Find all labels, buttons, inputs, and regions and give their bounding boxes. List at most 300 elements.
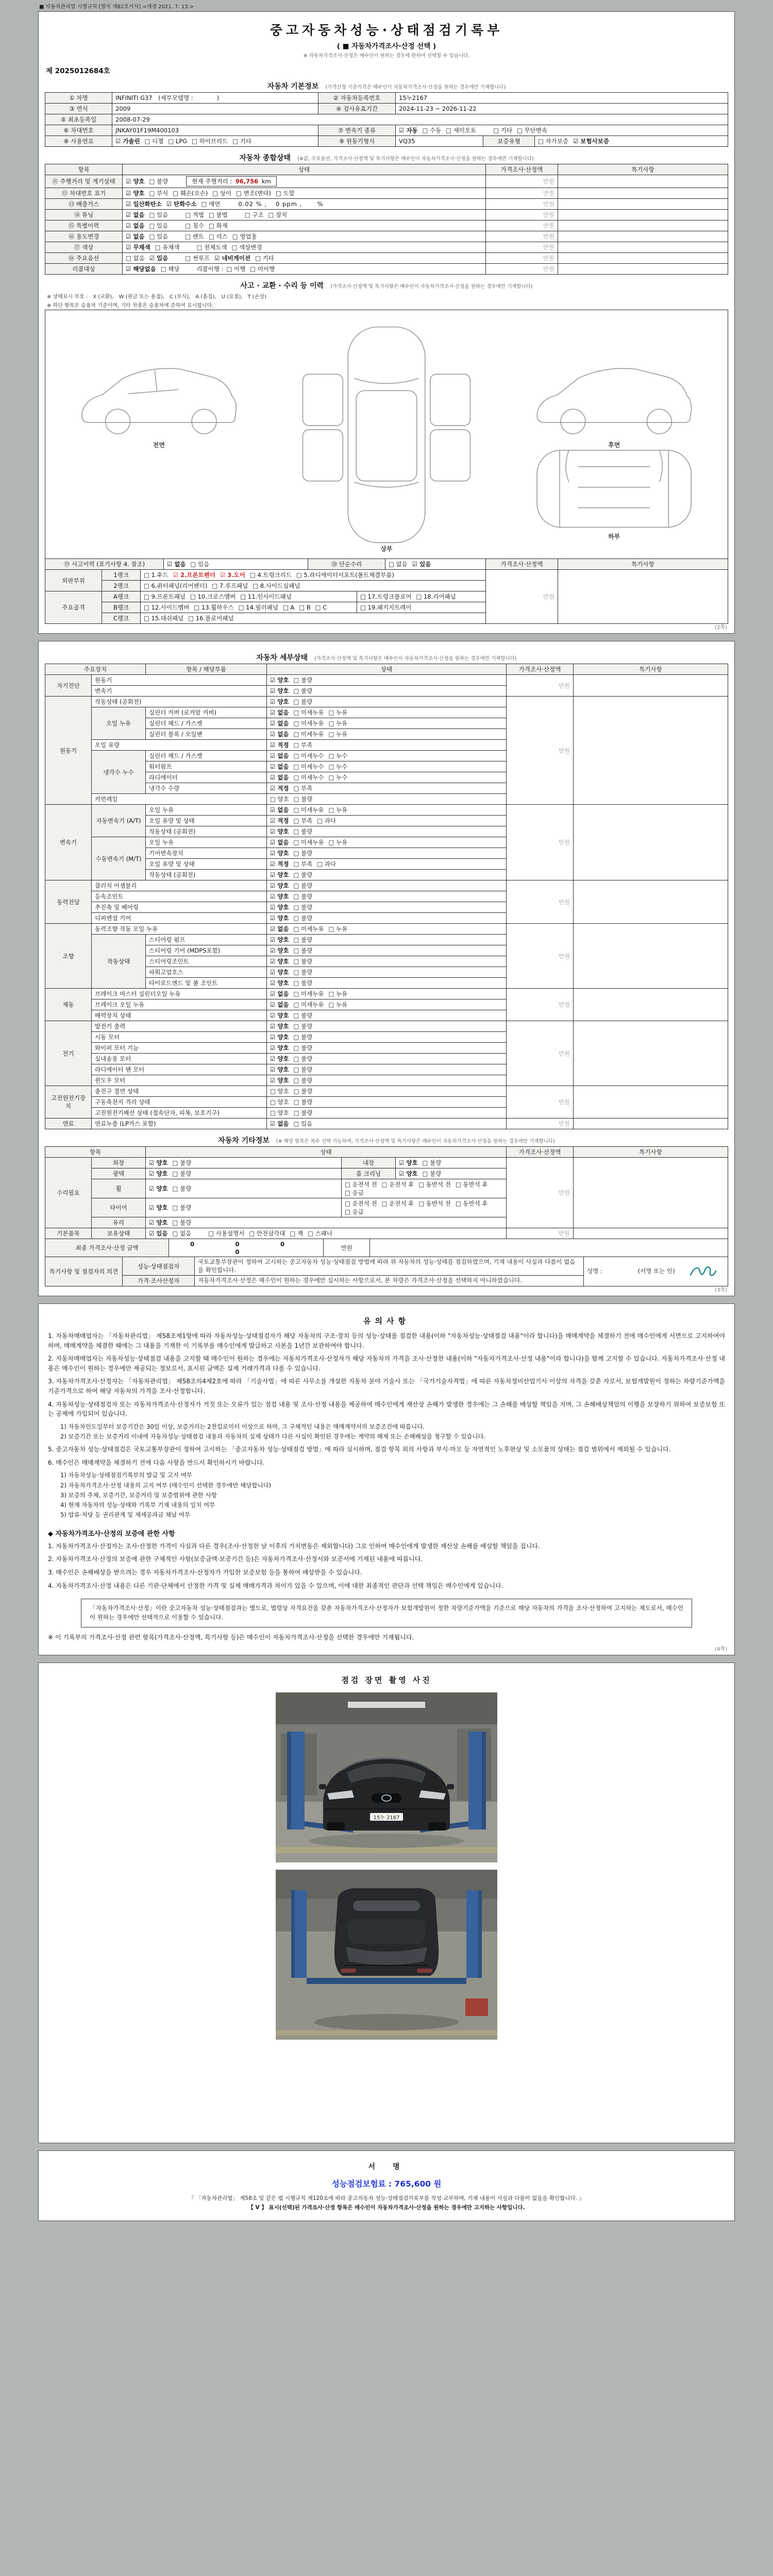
checkbox-불량[interactable]: □ 불량 <box>293 676 313 684</box>
checkbox-불량[interactable]: □ 불량 <box>293 1066 313 1073</box>
value-cell: 브레이크 오일 누유 <box>92 999 267 1010</box>
checkbox-하이브리드[interactable]: □ 하이브리드 <box>192 138 228 145</box>
checkbox-기타[interactable]: □ 기타 <box>232 138 251 145</box>
checkbox-불량[interactable]: □ 불량 <box>172 1204 192 1211</box>
checkbox-적정[interactable]: ☑ 적정 <box>270 785 289 792</box>
value-cell: 2024-11-23 ~ 2026-11-22 <box>396 104 728 114</box>
checkbox-운전석 전[interactable]: □ 운전석 전 <box>345 1200 377 1207</box>
checkbox-전체도색[interactable]: □ 전체도색 <box>196 244 227 251</box>
checkbox-누유[interactable]: □ 누유 <box>328 839 348 846</box>
checkbox-양호[interactable]: ☑ 양호 <box>270 1066 289 1073</box>
checkbox-있음[interactable]: ☑ 있음 <box>412 561 431 568</box>
inspector-opinion-table <box>45 1257 728 1286</box>
checkbox-B[interactable]: □ B <box>299 604 311 611</box>
checkbox-3.도어[interactable]: ☑ 3.도어 <box>220 571 245 579</box>
value-cell: 스티어링 펌프 <box>146 935 267 945</box>
checkbox-양호[interactable]: ☑ 양호 <box>270 687 289 694</box>
checkbox-양호[interactable]: □ 양호 <box>270 1109 289 1116</box>
checkbox-있음[interactable]: □ 있음 <box>149 211 169 218</box>
checkbox-불량[interactable]: □ 불량 <box>293 979 313 987</box>
checkbox-동반석 전[interactable]: □ 동반석 전 <box>418 1200 451 1207</box>
value-cell: 라디에이터 <box>146 772 267 783</box>
checkbox-기타[interactable]: □ 기타 <box>255 255 274 262</box>
checkbox-있음[interactable]: ☑ 있음 <box>149 255 169 262</box>
value-cell <box>141 581 486 591</box>
value-cell: 만원 <box>486 264 558 275</box>
checkbox-불량[interactable]: □ 불량 <box>293 893 313 900</box>
checkbox-적정[interactable]: ☑ 적정 <box>270 741 289 749</box>
checkbox-양호[interactable]: ☑ 양호 <box>270 850 289 857</box>
checkbox-양호[interactable]: ☑ 양호 <box>126 178 145 185</box>
checkbox-LPG[interactable]: □ LPG <box>168 138 188 145</box>
checkbox-양호[interactable]: □ 양호 <box>270 1088 289 1095</box>
table-row <box>45 188 728 199</box>
checkbox-10.크로스멤버[interactable]: □ 10.크로스멤버 <box>190 593 236 600</box>
checkbox-운전석 전[interactable]: □ 운전석 전 <box>345 1181 377 1188</box>
checkbox-누유[interactable]: □ 누유 <box>328 925 348 933</box>
checkbox-group <box>149 1170 196 1177</box>
checkbox-스패너[interactable]: □ 스패너 <box>308 1230 332 1237</box>
value-cell: 만원 <box>507 1228 574 1239</box>
checkbox-15.대쉬패널[interactable]: □ 15.대쉬패널 <box>144 615 184 622</box>
checkbox-있음[interactable]: □ 있음 <box>293 1120 313 1127</box>
checkbox-도말[interactable]: □ 도말 <box>275 190 295 197</box>
checkbox-group <box>270 709 352 716</box>
checkbox-적정[interactable]: ☑ 적정 <box>270 860 289 868</box>
checkbox-양호[interactable]: ☑ 양호 <box>270 1044 289 1052</box>
checkbox-불량[interactable]: □ 불량 <box>293 947 313 954</box>
checkbox-양호[interactable]: ☑ 양호 <box>149 1204 168 1211</box>
checkbox-12.사이드멤버[interactable]: □ 12.사이드멤버 <box>144 604 190 611</box>
checkbox-group <box>270 839 352 846</box>
section-misc <box>45 1135 728 1145</box>
checkbox-양호[interactable]: ☑ 양호 <box>270 676 289 684</box>
checkbox-미세누수[interactable]: □ 미세누수 <box>293 763 324 770</box>
checkbox-group <box>270 763 352 770</box>
premium-value: 765,600 원 <box>394 2179 442 2189</box>
table-row <box>45 570 728 581</box>
checkbox-A[interactable]: □ A <box>282 604 295 611</box>
checkbox-양호[interactable]: ☑ 양호 <box>270 828 289 835</box>
checkbox-영업용[interactable]: □ 영업용 <box>232 233 257 240</box>
value-cell: VQ35 <box>396 136 483 147</box>
section-overall <box>45 152 728 163</box>
checkbox-group <box>270 936 317 943</box>
checkbox-불량[interactable]: □ 불량 <box>293 1098 313 1106</box>
checkbox-적정[interactable]: ☑ 적정 <box>270 817 289 824</box>
checkbox-양호[interactable]: ☑ 양호 <box>270 914 289 922</box>
checkbox-불량[interactable]: □ 불량 <box>293 795 313 803</box>
checkbox-group <box>144 582 305 589</box>
label-cell: 특기사항 및 점검자의 의견 <box>45 1257 123 1286</box>
value-cell <box>574 1021 728 1086</box>
checkbox-양호[interactable]: ☑ 양호 <box>270 882 289 889</box>
checkbox-훼손(오손)[interactable]: □ 훼손(오손) <box>173 190 208 197</box>
table-row <box>45 1239 728 1257</box>
value-cell: 디퍼렌셜 기어 <box>92 913 267 924</box>
checkbox-누수[interactable]: □ 누수 <box>328 763 348 770</box>
value-cell: 만원 <box>507 880 574 924</box>
checkbox-양호[interactable]: ☑ 양호 <box>149 1219 168 1226</box>
checkbox-양호[interactable]: ☑ 양호 <box>270 1023 289 1030</box>
checkbox-6.쿼터패널(리어펜더)[interactable]: □ 6.쿼터패널(리어펜더) <box>144 582 208 589</box>
checkbox-보험사보증[interactable]: ☑ 보험사보증 <box>573 138 609 145</box>
checkbox-없음[interactable]: ☑ 없음 <box>270 839 289 846</box>
checkbox-불량[interactable]: □ 불량 <box>293 1023 313 1030</box>
label-cell: 외판부위 <box>45 570 102 591</box>
checkbox-사용설명서[interactable]: □ 사용설명서 <box>208 1230 245 1237</box>
value-cell <box>357 602 486 613</box>
value-cell: 실린더 블록 / 오일팬 <box>146 729 267 740</box>
checkbox-동반석 후[interactable]: □ 동반석 후 <box>455 1181 488 1188</box>
checkbox-잭[interactable]: □ 잭 <box>290 1230 304 1237</box>
checkbox-양호[interactable]: ☑ 양호 <box>149 1159 168 1166</box>
checkbox-없음[interactable]: ☑ 없음 <box>270 709 289 716</box>
checkbox-11.인사이드패널[interactable]: □ 11.인사이드패널 <box>240 593 292 600</box>
checkbox-18.리어패널[interactable]: □ 18.리어패널 <box>416 593 456 600</box>
checkbox-14.필러패널[interactable]: □ 14.필러패널 <box>238 604 278 611</box>
checkbox-미세누유[interactable]: □ 미세누유 <box>293 720 324 727</box>
checkbox-미세누유[interactable]: □ 미세누유 <box>293 839 324 846</box>
value-cell <box>267 1064 507 1075</box>
table-row <box>45 697 728 707</box>
value-cell <box>267 1086 507 1097</box>
checkbox-수동[interactable]: □ 수동 <box>422 127 442 134</box>
checkbox-불량[interactable]: □ 불량 <box>293 1012 313 1019</box>
license-plate-text: 15누 2167 <box>373 1815 400 1821</box>
checkbox-불량[interactable]: □ 불량 <box>293 936 313 943</box>
table-row <box>45 104 728 114</box>
label-cell: ③ 연식 <box>45 104 112 114</box>
checkbox-유채색[interactable]: □ 유채색 <box>155 244 180 251</box>
value-cell <box>267 1097 507 1108</box>
checkbox-침수[interactable]: □ 침수 <box>185 222 205 229</box>
value-cell <box>267 935 507 945</box>
label-cell: 타이어 <box>92 1198 146 1217</box>
checkbox-운전석 후[interactable]: □ 운전석 후 <box>381 1181 414 1188</box>
value-cell: 실내송풍 모터 <box>92 1054 267 1064</box>
label-cell: 동력전달 <box>45 880 92 924</box>
checkbox-양호[interactable]: ☑ 양호 <box>270 904 289 911</box>
checkbox-불량[interactable]: □ 불량 <box>172 1159 192 1166</box>
checkbox-불량[interactable]: □ 불량 <box>293 1033 313 1041</box>
checkbox-가솔린[interactable]: ☑ 가솔린 <box>115 138 140 145</box>
checkbox-해당[interactable]: □ 해당 <box>160 265 180 273</box>
checkbox-있음[interactable]: □ 있음 <box>149 222 169 229</box>
checkbox-무단변속[interactable]: □ 무단변속 <box>517 127 547 134</box>
checkbox-양호[interactable]: ☑ 양호 <box>270 1077 289 1084</box>
checkbox-불량[interactable]: □ 불량 <box>172 1170 192 1177</box>
checkbox-동반석 후[interactable]: □ 동반석 후 <box>455 1200 488 1207</box>
label-cell: C랭크 <box>102 613 141 624</box>
checkbox-양호[interactable]: ☑ 양호 <box>270 871 289 878</box>
checkbox-불량[interactable]: □ 불량 <box>293 958 313 965</box>
checkbox-양호[interactable]: ☑ 양호 <box>270 1055 289 1062</box>
checkbox-group <box>144 593 296 600</box>
checkbox-무채색[interactable]: ☑ 무채색 <box>126 244 150 251</box>
checkbox-미세누수[interactable]: □ 미세누수 <box>293 774 324 781</box>
checkbox-누유[interactable]: □ 누유 <box>328 720 348 727</box>
checkbox-과다[interactable]: □ 과다 <box>317 817 337 824</box>
value-cell: 성명 : (서명 또는 인) <box>584 1257 728 1286</box>
checkbox-양호[interactable]: □ 양호 <box>270 1098 289 1106</box>
checkbox-장치[interactable]: □ 장치 <box>268 211 288 218</box>
checkbox-양호[interactable]: ☑ 양호 <box>270 698 289 705</box>
checkbox-없음[interactable]: □ 없음 <box>172 1230 192 1237</box>
value-cell <box>574 1118 728 1129</box>
checkbox-9.프론트패널[interactable]: □ 9.프론트패널 <box>144 593 186 600</box>
checkbox-양호[interactable]: ☑ 양호 <box>270 958 289 965</box>
checkbox-없음[interactable]: ☑ 없음 <box>126 211 145 218</box>
checkbox-양호[interactable]: ☑ 양호 <box>270 1033 289 1041</box>
checkbox-양호[interactable]: ☑ 양호 <box>270 893 289 900</box>
value-cell <box>267 1043 507 1054</box>
checkbox-미세누유[interactable]: □ 미세누유 <box>293 806 324 814</box>
checkbox-불량[interactable]: □ 불량 <box>293 1044 313 1052</box>
notice-item: 6. 매수인은 매매계약을 체결하기 전에 다음 사항을 반드시 확인하시기 바랍니다. <box>48 1459 265 1466</box>
label-cell: ① 차명 <box>45 93 112 104</box>
checkbox-리스[interactable]: □ 리스 <box>209 233 228 240</box>
checkbox-1.후드[interactable]: □ 1.후드 <box>144 571 169 579</box>
checkbox-양호[interactable]: ☑ 양호 <box>399 1170 418 1177</box>
value-cell: 오일 유량 <box>92 740 267 751</box>
checkbox-19.패키지트레이[interactable]: □ 19.패키지트레이 <box>360 604 412 611</box>
checkbox-불량[interactable]: □ 불량 <box>293 1077 313 1084</box>
checkbox-있음[interactable]: ☑ 있음 <box>149 1230 168 1237</box>
checkbox-불량[interactable]: □ 불량 <box>293 687 313 694</box>
table-row <box>45 93 728 104</box>
checkbox-없음[interactable]: ☑ 없음 <box>126 233 145 240</box>
checkbox-없음[interactable]: ☑ 없음 <box>270 731 289 738</box>
value-cell <box>267 1108 507 1118</box>
checkbox-탄화수소[interactable]: ☑ 탄화수소 <box>166 200 197 208</box>
checkbox-5.라디에이터서포트(볼트체결부품)[interactable]: □ 5.라디에이터서포트(볼트체결부품) <box>296 571 394 579</box>
checkbox-7.루프패널[interactable]: □ 7.루프패널 <box>212 582 248 589</box>
checkbox-없음[interactable]: ☑ 없음 <box>270 990 289 997</box>
notice-item: ◆ 자동차가격조사·산정의 보증에 관한 사항 <box>48 1530 175 1538</box>
checkbox-부족[interactable]: □ 부족 <box>293 860 313 868</box>
checkbox-누유[interactable]: □ 누유 <box>328 731 348 738</box>
checkbox-부족[interactable]: □ 부족 <box>293 817 313 824</box>
checkbox-매연[interactable]: □ 매연 <box>201 200 221 208</box>
checkbox-렌트[interactable]: □ 렌트 <box>185 233 205 240</box>
checkbox-변조(변타)[interactable]: □ 변조(변타) <box>236 190 271 197</box>
notice-item: 1) 자동차인도일부터 보증기간은 30일 이상, 보증거리는 2천킬로미터 이상으로 하며, 그 구체적인 내용은 매매계약서의 보증조건에 따릅니다. <box>60 1422 425 1430</box>
checkbox-불량[interactable]: □ 불량 <box>293 904 313 911</box>
label-cell: 항목 / 해당부품 <box>146 664 267 675</box>
checkbox-불량[interactable]: □ 불량 <box>293 1055 313 1062</box>
checkbox-양호[interactable]: ☑ 양호 <box>270 979 289 987</box>
value-cell <box>267 924 507 935</box>
checkbox-세미오토[interactable]: □ 세미오토 <box>446 127 477 134</box>
value-cell <box>146 1179 342 1198</box>
checkbox-부족[interactable]: □ 부족 <box>293 785 313 792</box>
checkbox-양호[interactable]: ☑ 양호 <box>270 936 289 943</box>
checkbox-불량[interactable]: □ 불량 <box>293 850 313 857</box>
checkbox-미세누유[interactable]: □ 미세누유 <box>293 990 324 997</box>
checkbox-불량[interactable]: □ 불량 <box>293 1109 313 1116</box>
checkbox-누유[interactable]: □ 누유 <box>328 990 348 997</box>
checkbox-있음[interactable]: □ 있음 <box>149 233 169 240</box>
legal-footer-line: 『 「자동차관리법」 제58조 및 같은 법 시행규칙 제120조에 따라 중고자동차 성능·상태점검기록부를 작성·교부하며, 기재 내용이 사실과 다름이 없음을 확인합니다. 』 <box>189 2195 584 2202</box>
checkbox-양호[interactable]: ☑ 양호 <box>126 190 145 197</box>
label-cell: ⑮ 특별이력 <box>45 221 123 231</box>
checkbox-group <box>270 990 352 997</box>
checkbox-불량[interactable]: □ 불량 <box>293 969 313 976</box>
notice-item: 「자동차가격조사·산정」이란 중고자동차 성능·상태점검과는 별도로, 법령상 자격요건을 갖춘 자동차가격조사·산정자가 보험개발원이 정한 차량기준가액을 기준으로 해당 자동차의 가격을 조사·산정하여 고지하는 제도로서, 매수인이 원하는 경우에만 선택적으로 이용할 수 있습니다. <box>81 1599 692 1628</box>
label-cell: 내장 <box>342 1158 396 1168</box>
table-row <box>45 880 728 891</box>
checkbox-없음[interactable]: ☑ 없음 <box>126 222 145 229</box>
checkbox-group <box>144 571 399 579</box>
checkbox-없음[interactable]: ☑ 없음 <box>167 561 186 568</box>
checkbox-구조[interactable]: □ 구조 <box>244 211 264 218</box>
checkbox-색상변경[interactable]: □ 색상변경 <box>231 244 262 251</box>
checkbox-누수[interactable]: □ 누수 <box>328 752 348 759</box>
checkbox-17.트렁크플로어[interactable]: □ 17.트렁크플로어 <box>360 593 412 600</box>
document-subtitle: ( ■ 자동차가격조사·산정 선택 ) <box>337 42 436 50</box>
value-cell <box>146 1217 507 1228</box>
checkbox-이행[interactable]: □ 이행 <box>226 265 246 273</box>
checkbox-8.사이드실패널[interactable]: □ 8.사이드실패널 <box>253 582 300 589</box>
checkbox-적법[interactable]: □ 적법 <box>185 211 205 218</box>
checkbox-부식[interactable]: □ 부식 <box>149 190 169 197</box>
document-number: 제 2025012684호 <box>46 67 110 75</box>
checkbox-해당없음[interactable]: ☑ 해당없음 <box>126 265 156 273</box>
checkbox-group <box>270 1120 317 1127</box>
diagram-label-bottom: 하부 <box>608 533 620 540</box>
checkbox-C[interactable]: □ C <box>315 604 327 611</box>
label-cell: 연료 <box>45 1118 92 1129</box>
checkbox-일산화탄소[interactable]: ☑ 일산화탄소 <box>126 200 162 208</box>
checkbox-안전삼각대[interactable]: □ 안전삼각대 <box>249 1230 285 1237</box>
checkbox-양호[interactable]: ☑ 양호 <box>270 1012 289 1019</box>
label-cell: ⑨ 원동기형식 <box>318 136 396 147</box>
checkbox-상이[interactable]: □ 상이 <box>212 190 231 197</box>
checkbox-양호[interactable]: □ 양호 <box>270 795 289 803</box>
value-cell <box>164 559 308 570</box>
checkbox-16.플로어패널[interactable]: □ 16.플로어패널 <box>188 615 234 622</box>
checkbox-없음[interactable]: □ 없음 <box>126 255 145 262</box>
checkbox-양호[interactable]: ☑ 양호 <box>270 947 289 954</box>
checkbox-불량[interactable]: □ 불량 <box>172 1219 192 1226</box>
checkbox-group <box>270 979 317 987</box>
checkbox-없음[interactable]: ☑ 없음 <box>270 925 289 933</box>
checkbox-13.휠하우스[interactable]: □ 13.휠하우스 <box>194 604 234 611</box>
checkbox-디젤[interactable]: □ 디젤 <box>144 138 164 145</box>
document-title: 중고자동차성능·상태점검기록부 <box>270 23 503 38</box>
checkbox-불량[interactable]: □ 불량 <box>293 882 313 889</box>
value-cell: 2009 <box>112 104 318 114</box>
checkbox-운전석 후[interactable]: □ 운전석 후 <box>381 1200 414 1207</box>
checkbox-양호[interactable]: ☑ 양호 <box>149 1170 168 1177</box>
checkbox-불량[interactable]: □ 불량 <box>293 871 313 878</box>
document-page <box>38 0 735 2221</box>
checkbox-양호[interactable]: ☑ 양호 <box>149 1185 168 1192</box>
label-cell: 2랭크 <box>102 581 141 591</box>
label-cell: 리콜대상 <box>45 264 123 275</box>
checkbox-미세누유[interactable]: □ 미세누유 <box>293 709 324 716</box>
checkbox-group <box>360 604 416 611</box>
label-cell: ⑰ 색상 <box>45 242 123 253</box>
checkbox-없음[interactable]: ☑ 없음 <box>270 806 289 814</box>
checkbox-불량[interactable]: □ 불량 <box>293 828 313 835</box>
checkbox-누유[interactable]: □ 누유 <box>328 806 348 814</box>
checkbox-없음[interactable]: ☑ 없음 <box>270 752 289 759</box>
checkbox-없음[interactable]: ☑ 없음 <box>270 763 289 770</box>
checkbox-불량[interactable]: □ 불량 <box>293 1088 313 1095</box>
panel-photos <box>38 1663 735 2143</box>
checkbox-불량[interactable]: □ 불량 <box>172 1185 192 1192</box>
checkbox-불량[interactable]: □ 불량 <box>293 914 313 922</box>
checkbox-group <box>126 178 173 185</box>
checkbox-group <box>270 752 352 759</box>
label-cell: 조향 <box>45 924 92 989</box>
checkbox-불량[interactable]: □ 불량 <box>422 1159 442 1166</box>
checkbox-없음[interactable]: ☑ 없음 <box>270 1001 289 1008</box>
checkbox-미이행[interactable]: □ 미이행 <box>250 265 275 273</box>
checkbox-없음[interactable]: ☑ 없음 <box>270 774 289 781</box>
checkbox-미세누유[interactable]: □ 미세누유 <box>293 1001 324 1008</box>
value-cell: 만원 <box>486 242 558 253</box>
value-cell: 동력조향 작동 오일 누유 <box>92 924 267 935</box>
value-cell: 국토교통부장관이 정하여 고시하는 중고자동차 성능·상태점검 방법에 따라 위 자동차의 성능·상태를 점검하였으며, 기재 내용이 사실과 다름이 없음을 확인합니다. <box>195 1257 584 1276</box>
checkbox-양호[interactable]: ☑ 양호 <box>399 1159 418 1166</box>
checkbox-자가보증[interactable]: □ 자가보증 <box>538 138 568 145</box>
checkbox-미세누유[interactable]: □ 미세누유 <box>293 731 324 738</box>
checkbox-부족[interactable]: □ 부족 <box>293 741 313 749</box>
section-note: (가격산정 기준가격은 매수인이 자동차가격조사·산정을 원하는 경우에만 기재합니다) <box>325 84 506 90</box>
checkbox-기타[interactable]: □ 기타 <box>493 127 512 134</box>
value-cell: INFINITI G37 (세부모델명 : ) <box>112 93 318 104</box>
checkbox-없음[interactable]: ☑ 없음 <box>270 720 289 727</box>
checkbox-불량[interactable]: □ 불량 <box>422 1170 442 1177</box>
checkbox-불량[interactable]: □ 불량 <box>149 178 169 185</box>
checkbox-미세누수[interactable]: □ 미세누수 <box>293 752 324 759</box>
checkbox-자동[interactable]: ☑ 자동 <box>399 127 418 134</box>
label-cell: 주요골격 <box>45 591 102 624</box>
table-row <box>45 559 728 570</box>
checkbox-불법[interactable]: □ 불법 <box>209 211 228 218</box>
checkbox-없음[interactable]: ☑ 없음 <box>270 1120 289 1127</box>
checkbox-group <box>270 947 317 954</box>
value-cell: 실린더 커버 (로커암 커버) <box>146 707 267 718</box>
checkbox-미세누유[interactable]: □ 미세누유 <box>293 925 324 933</box>
label-cell: 제동 <box>45 989 92 1021</box>
label-cell: 항목 <box>45 1147 146 1158</box>
checkbox-있음[interactable]: □ 있음 <box>190 561 210 568</box>
checkbox-누유[interactable]: □ 누유 <box>328 709 348 716</box>
checkbox-양호[interactable]: ☑ 양호 <box>270 969 289 976</box>
checkbox-썬루프[interactable]: □ 썬루프 <box>185 255 210 262</box>
checkbox-화재[interactable]: □ 화재 <box>209 222 228 229</box>
checkbox-4.트렁크리드[interactable]: □ 4.트렁크리드 <box>249 571 292 579</box>
checkbox-응급[interactable]: □ 응급 <box>345 1189 364 1196</box>
checkbox-과다[interactable]: □ 과다 <box>317 860 337 868</box>
checkbox-네비게이션[interactable]: ☑ 네비게이션 <box>214 255 250 262</box>
checkbox-없음[interactable]: □ 없음 <box>389 561 408 568</box>
checkbox-2.프론트펜더[interactable]: ☑ 2.프론트펜더 <box>173 571 215 579</box>
checkbox-응급[interactable]: □ 응급 <box>345 1208 364 1215</box>
label-cell: ④ 검사유효기간 <box>318 104 396 114</box>
checkbox-누유[interactable]: □ 누유 <box>328 1001 348 1008</box>
checkbox-누수[interactable]: □ 누수 <box>328 774 348 781</box>
checkbox-동반석 전[interactable]: □ 동반석 전 <box>418 1181 451 1188</box>
value-cell: 0 0 0 0 <box>169 1239 324 1257</box>
label-cell: 특기사항 <box>558 559 728 570</box>
table-row <box>45 1228 728 1239</box>
checkbox-불량[interactable]: □ 불량 <box>293 698 313 705</box>
